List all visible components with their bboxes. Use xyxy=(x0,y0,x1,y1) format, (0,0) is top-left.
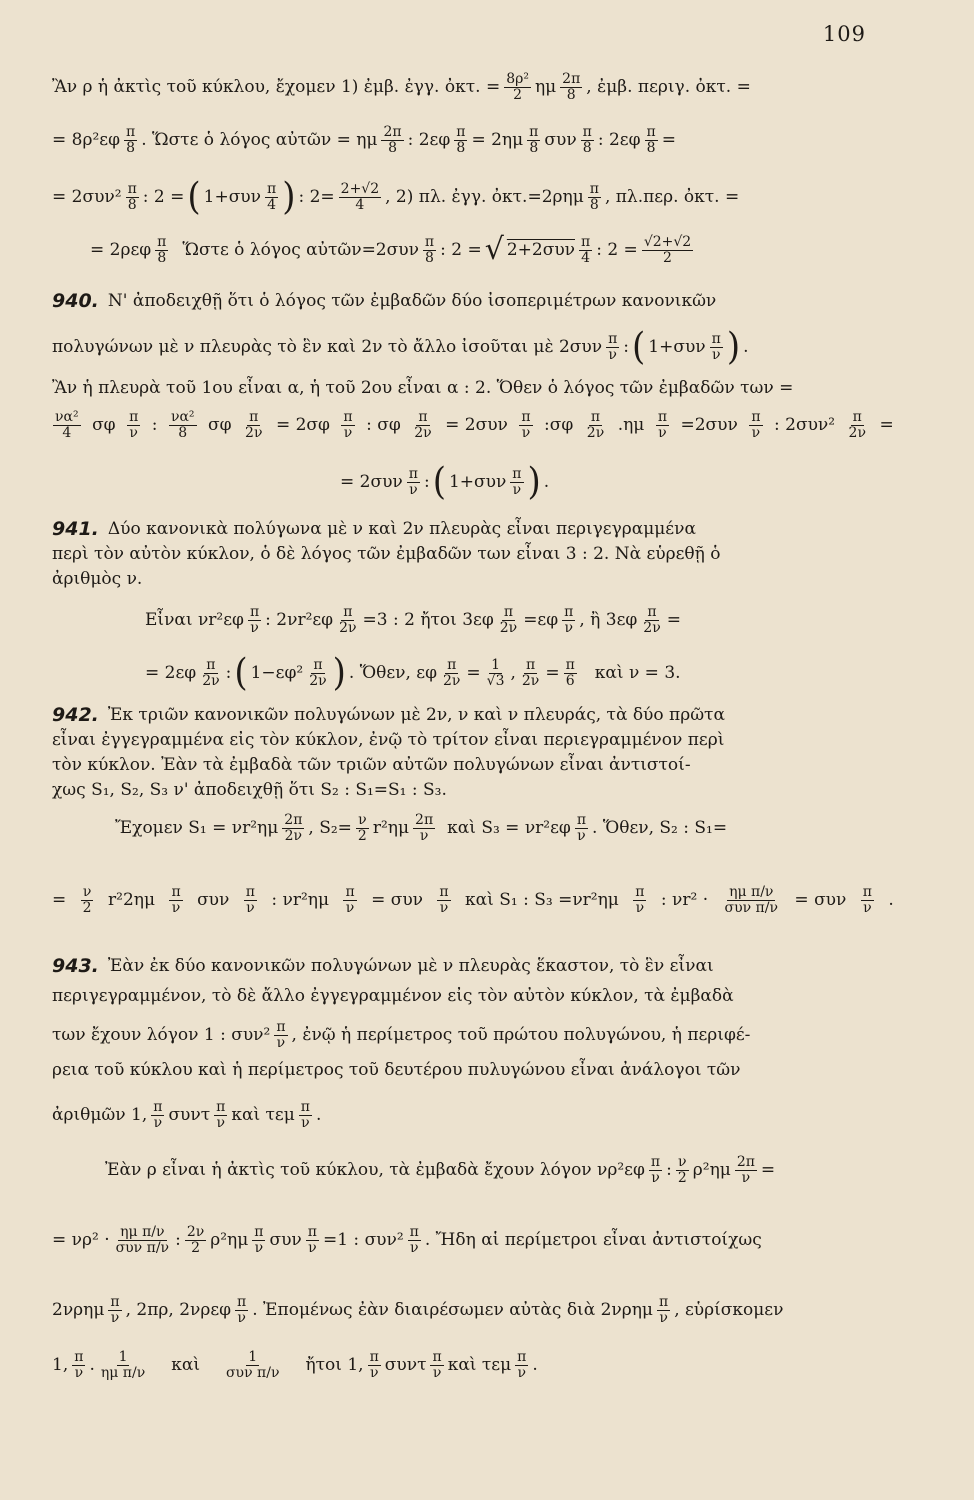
fraction: να² 4 xyxy=(55,409,79,441)
radical-sign: √ xyxy=(484,232,504,268)
fraction: π 8 xyxy=(424,234,435,266)
intro-line-1 xyxy=(52,72,894,102)
fraction: π ν xyxy=(369,1349,379,1381)
fraction: π 8 xyxy=(589,180,599,213)
paren-close: ) xyxy=(332,651,346,695)
fraction: $\frac{\pi}{8}$ xyxy=(646,124,656,156)
fraction: $\frac{\pi}{2\nu}$ xyxy=(414,409,432,441)
intro-line-3: = 2συν² π 8 : 2 = ( 1+συν π 4 ) : 2= $\frac{2+√2}{4}$ , 2) πλ. ἐγγ. ὀκτ.=2ρημ π 8 , πλ.περ. ὀκτ. = xyxy=(52,175,740,219)
text: , ἐμβ. περιγ. ὀκτ. = xyxy=(586,77,751,98)
fraction: $\frac{2\pi}{\nu}$ xyxy=(736,1154,755,1186)
fraction: π ν xyxy=(171,884,181,916)
fraction: π ν xyxy=(343,409,353,441)
fraction: π ν xyxy=(249,604,260,636)
fraction: π 2ν xyxy=(586,409,605,441)
problem-942-eq-1: Ἔχομεν S₁ = νr²ημ 2π 2ν , S₂= $\frac{\nu}{2}$ r²ημ 2π ν καὶ S₃ = νr²εφ π ν . Ὅθεν, S₂ : S₁= xyxy=(115,812,728,844)
fraction: $\frac{\pi}{\nu}$ xyxy=(307,1224,317,1256)
fraction: π ν xyxy=(254,1224,264,1256)
problem-942-line-2: εἶναι ἐγγεγραμμένα εἰς τὸν κύκλον, ἐνῷ τὸ τρίτον εἶναι περιεγραμμένον περὶ xyxy=(52,730,725,750)
fraction: $\frac{\pi}{\nu}$ xyxy=(345,884,355,916)
fraction: π ν xyxy=(564,604,574,636)
page-number: 109 xyxy=(822,22,866,46)
text: Ἂν ρ ἡ ἀκτὶς τοῦ κύκλου, ἔχομεν 1) ἐμβ. ἐγγ. ὀκτ. = xyxy=(52,77,501,98)
intro-line-2: = 8ρ²εφ π 8 . Ὥστε ὁ λόγος αὐτῶν = ημ 2π 8 : 2εφ $\frac{\pi}{8}$ = 2ημ π 8 συν π 8 : 2εφ $\frac{\pi}{8}$ = xyxy=(52,124,676,156)
fraction: $\frac{1}{√3}$ xyxy=(486,656,505,689)
fraction: π 8 xyxy=(127,180,137,213)
paren-open: ( xyxy=(432,460,446,504)
fraction: να² 8 xyxy=(170,409,195,441)
problem-943-line-1: 943. Ἐὰν ἐκ δύο κανονικῶν πολυγώνων μὲ ν πλευρὰς ἕκαστον, τὸ ἓν εἶναι xyxy=(52,955,714,977)
fraction: π ν xyxy=(276,1019,286,1051)
problem-number: 941. xyxy=(52,518,99,540)
fraction: π ν xyxy=(153,1099,163,1131)
problem-943-eq-1: Ἐὰν ρ εἶναι ἡ ἀκτὶς τοῦ κύκλου, τὰ ἐμβαδὰ ἔχουν λόγον νρ²εφ π ν : ν 2 ρ²ημ $\frac{2\pi}{\nu}$ = xyxy=(105,1154,776,1186)
fraction: π ν xyxy=(245,884,255,916)
problem-943-eq-2: = νρ² · ημ π/ν συν π/ν : 2ν 2 ρ²ημ π ν συν $\frac{\pi}{\nu}$ =1 : συν² π ν . Ἤδη αἱ περίμετροι εἶναι ἀντιστοίχως xyxy=(52,1224,762,1256)
fraction: π ν xyxy=(576,812,587,844)
problem-943-line-4: ρεια τοῦ κύκλου καὶ ἡ περίμετρος τοῦ δευτέρου πυλυγώνου εἶναι ἀνάλογοι τῶν xyxy=(52,1060,741,1080)
fraction: π 4 xyxy=(581,234,591,266)
fraction: 1 ημ π/ν xyxy=(100,1349,146,1381)
fraction: $\frac{\pi}{2\nu}$ xyxy=(499,604,518,636)
problem-941-eq-1: Εἶναι νr²εφ π ν : 2νr²εφ $\frac{\pi}{2\nu}$ =3 : 2 ἤτοι 3εφ $\frac{\pi}{2\nu}$ =εφ π ν , ἢ 3εφ $\frac{\pi}{2\nu}$ = xyxy=(145,604,681,636)
paren-open: ( xyxy=(234,651,248,695)
fraction: $\frac{\pi}{\nu}$ xyxy=(657,409,668,441)
problem-940-line-1: 940. Ν' ἀποδειχθῇ ὅτι ὁ λόγος τῶν ἐμβαδῶν δύο ἰσοπεριμέτρων κανονικῶν xyxy=(52,290,717,312)
problem-940-eq-1: να² 4 σφ π ν : να² 8 σφ $\frac{\pi}{2\nu}$ = 2σφ π ν : σφ $\frac{\pi}{2\nu}$ = 2συν π ν :σφ π 2ν .ημ $\frac{\pi}{\nu}$ =2συν π ν : 2συν² $\frac{\pi}{2\nu}$ = xyxy=(55,409,894,441)
paren-open: ( xyxy=(187,175,201,219)
fraction: $\frac{\pi}{8}$ xyxy=(456,124,466,156)
fraction: π 8 xyxy=(157,234,167,266)
fraction: π ν xyxy=(439,884,449,916)
problem-941-line-1: 941. Δύο κανονικὰ πολύγωνα μὲ ν καὶ 2ν πλευρὰς εἶναι περιγεγραμμένα xyxy=(52,518,696,540)
fraction: π ν xyxy=(74,1349,84,1381)
fraction: π ν xyxy=(517,1349,527,1381)
problem-942-line-4: χως S₁, S₂, S₃ ν' ἀποδειχθῇ ὅτι S₂ : S₁=S₁ : S₃. xyxy=(52,780,447,800)
fraction: π ν xyxy=(711,330,721,363)
problem-941-eq-2: = 2εφ π 2ν : ( 1−εφ² π 2ν ) . Ὅθεν, εφ $\frac{\pi}{2\nu}$ = $\frac{1}{√3}$ , $\frac{\pi}{2\nu}$ = $\frac{\pi}{6}$ καὶ ν = 3. xyxy=(145,651,681,695)
fraction: π ν xyxy=(658,1294,669,1326)
problem-943-eq-4: 1, π ν . 1 ημ π/ν καὶ 1 συν π/ν ἤτοι 1, π ν συντ π ν καὶ τεμ π ν . xyxy=(52,1349,538,1381)
fraction: $\frac{\pi}{2\nu}$ xyxy=(245,409,263,441)
fraction: 2ν 2 xyxy=(186,1224,205,1256)
fraction: π 4 xyxy=(266,180,277,213)
paren-open: ( xyxy=(632,325,646,369)
fraction: π 8 xyxy=(125,124,136,156)
problem-943-line-3: των ἔχουν λόγον 1 : συν² π ν , ἐνῷ ἡ περίμετρος τοῦ πρώτου πολυγώνου, ἡ περιφέ- xyxy=(52,1019,751,1051)
fraction: $\frac{2+√2}{4}$ xyxy=(340,180,380,213)
fraction: $\frac{\pi}{2\nu}$ xyxy=(643,604,661,636)
problem-943-line-5: ἀριθμῶν 1, π ν συντ π ν καὶ τεμ π ν . xyxy=(52,1099,322,1131)
fraction: π 2ν xyxy=(202,656,220,689)
fraction: ν 2 xyxy=(677,1154,687,1186)
fraction: π ν xyxy=(300,1099,310,1131)
fraction: π ν xyxy=(862,884,872,916)
fraction: π ν xyxy=(432,1349,442,1381)
fraction: $\frac{\pi}{2\nu}$ xyxy=(339,604,357,636)
fraction: π 8 xyxy=(529,124,539,156)
problem-941-line-3: ἀριθμὸς ν. xyxy=(52,569,143,589)
fraction: π ν xyxy=(129,409,139,441)
problem-942-eq-2: = $\frac{\nu}{2}$ r²2ημ π ν συν π ν : νr²ημ $\frac{\pi}{\nu}$ = συν π ν καὶ S₁ : S₃ =νr²ημ π ν : νr² · ημ π/ν συν π/ν = συν π ν . xyxy=(52,884,894,916)
compound-fraction: ημ π/ν συν π/ν xyxy=(724,884,778,916)
fraction: $\frac{\nu}{2}$ xyxy=(357,812,367,844)
fraction: $\frac{\pi}{2\nu}$ xyxy=(848,409,866,441)
fraction: π ν xyxy=(635,884,645,916)
fraction: 2π 2ν xyxy=(284,812,303,844)
paren-close: ) xyxy=(726,325,741,369)
fraction: $\frac{\nu}{2}$ xyxy=(82,884,92,916)
fraction: π ν xyxy=(237,1294,247,1326)
compound-fraction: ημ π/ν συν π/ν xyxy=(115,1224,170,1256)
problem-number: 940. xyxy=(52,290,99,312)
fraction: 1 συν π/ν xyxy=(226,1349,280,1381)
fraction: $\frac{√2+√2}{2}$ xyxy=(643,234,692,266)
fraction: π ν xyxy=(608,330,618,363)
fraction: π 8 xyxy=(582,124,592,156)
fraction: π ν xyxy=(110,1294,120,1326)
problem-number: 943. xyxy=(52,955,99,977)
fraction: π ν xyxy=(650,1154,661,1186)
problem-number: 942. xyxy=(52,704,99,726)
paren-close: ) xyxy=(282,175,296,219)
fraction: π ν xyxy=(408,465,418,498)
fraction: $\frac{\pi}{2\nu}$ xyxy=(521,656,540,689)
fraction: 2π 8 xyxy=(383,124,402,156)
fraction: π ν xyxy=(512,465,522,498)
fraction: π ν xyxy=(521,409,531,441)
problem-940-line-3: Ἂν ἡ πλευρὰ τοῦ 1ου εἶναι α, ἡ τοῦ 2ου εἶναι α : 2. Ὅθεν ὁ λόγος τῶν ἐμβαδῶν των = xyxy=(52,378,794,398)
fraction: π 2ν xyxy=(309,656,327,689)
problem-942-line-3: τὸν κύκλον. Ἐὰν τὰ ἐμβαδὰ τῶν τριῶν αὐτῶν πολυγώνων εἶναι ἀντιστοί- xyxy=(52,755,691,775)
fraction: $\frac{\pi}{6}$ xyxy=(565,656,575,689)
fraction: π ν xyxy=(409,1224,419,1256)
problem-940-eq-2: = 2συν π ν : ( 1+συν π ν ) . xyxy=(340,460,550,504)
intro-line-4: = 2ρεφ π 8 Ὥστε ὁ λόγος αὐτῶν=2συν π 8 : 2 = √ 2+2συν π 4 : 2 = $\frac{√2+√2}{2}$ xyxy=(90,232,692,268)
problem-941-line-2: περὶ τὸν αὐτὸν κύκλον, ὁ δὲ λόγος τῶν ἐμβαδῶν των εἶναι 3 : 2. Νὰ εὑρεθῇ ὁ xyxy=(52,544,721,564)
problem-940-line-2: πολυγώνων μὲ ν πλευρὰς τὸ ἓν καὶ 2ν τὸ ἄλλο ἰσοῦται μὲ 2συν π ν : ( 1+συν π ν ) . xyxy=(52,325,749,369)
problem-943-line-2: περιγεγραμμένον, τὸ δὲ ἄλλο ἐγγεγραμμένον εἰς τὸν αὐτὸν κύκλον, τὰ ἐμβαδὰ xyxy=(52,986,734,1006)
fraction: π ν xyxy=(216,1099,226,1131)
problem-942-line-1: 942. Ἐκ τριῶν κανονικῶν πολυγώνων μὲ 2ν, ν καὶ ν πλευράς, τὰ δύο πρῶτα xyxy=(52,704,725,726)
fraction: 2π ν xyxy=(415,812,434,844)
fraction: π ν xyxy=(751,409,761,441)
paren-close: ) xyxy=(527,460,541,504)
fraction: $\frac{\text{8ρ²}}{2}$ xyxy=(506,71,529,103)
text: ημ xyxy=(534,77,557,98)
problem-943-eq-3: 2νρημ π ν , 2πρ, 2νρεφ π ν . Ἐπομένως ἐὰν διαιρέσωμεν αὐτὰς διὰ 2νρημ π ν , εὑρίσκομεν xyxy=(52,1294,784,1326)
fraction: $\frac{\pi}{2\nu}$ xyxy=(442,656,461,689)
fraction: 2π 8 xyxy=(562,71,581,103)
